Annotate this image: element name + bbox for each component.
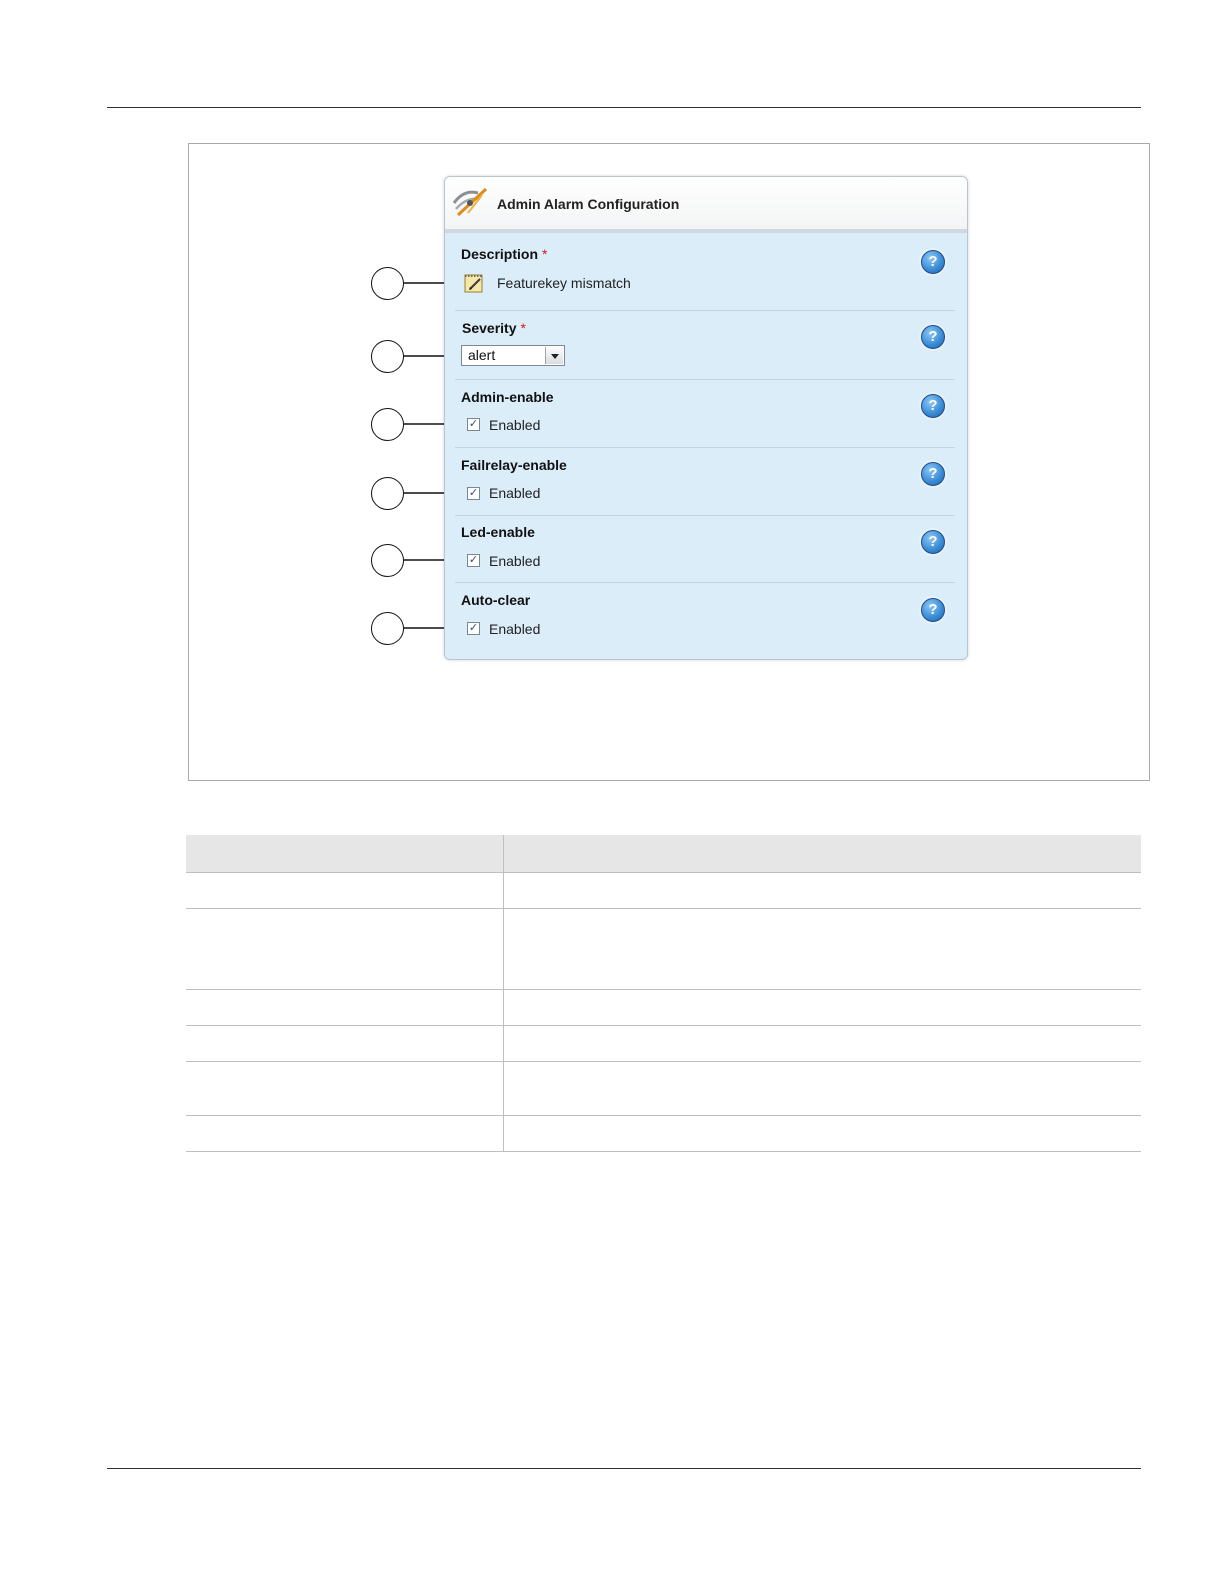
panel-title: Admin Alarm Configuration bbox=[497, 196, 680, 212]
table-header-cell bbox=[186, 835, 504, 873]
table-cell bbox=[504, 1026, 1142, 1062]
parameter-table bbox=[186, 835, 1141, 1152]
auto-clear-label: Auto-clear bbox=[461, 592, 531, 608]
description-label: Description * bbox=[461, 246, 548, 262]
failrelay-enable-label: Failrelay-enable bbox=[461, 457, 567, 473]
separator bbox=[455, 515, 955, 516]
admin-enable-help-icon[interactable]: ? bbox=[921, 394, 945, 418]
failrelay-enable-checkbox-label: Enabled bbox=[489, 485, 541, 501]
table-cell bbox=[504, 909, 1142, 990]
failrelay-enable-help-icon[interactable]: ? bbox=[921, 462, 945, 486]
table-cell bbox=[504, 990, 1142, 1026]
chevron-down-icon[interactable] bbox=[545, 347, 563, 364]
table-cell bbox=[186, 909, 504, 990]
table-row bbox=[186, 1026, 1141, 1062]
table-row bbox=[186, 909, 1141, 990]
table-row bbox=[186, 873, 1141, 909]
led-enable-checkbox-label: Enabled bbox=[489, 553, 541, 569]
footer-rule bbox=[107, 1468, 1141, 1469]
admin-alarm-panel bbox=[444, 176, 968, 660]
panel-header bbox=[445, 177, 967, 233]
table-header-row bbox=[186, 835, 1141, 873]
led-enable-label: Led-enable bbox=[461, 524, 535, 540]
table-cell bbox=[504, 1116, 1142, 1152]
auto-clear-checkbox-label: Enabled bbox=[489, 621, 541, 637]
led-enable-help-icon[interactable]: ? bbox=[921, 530, 945, 554]
severity-select[interactable] bbox=[461, 345, 565, 366]
admin-enable-checkbox[interactable]: ✓ bbox=[468, 418, 479, 430]
table-cell bbox=[186, 873, 504, 909]
table-cell bbox=[186, 1026, 504, 1062]
description-required-mark: * bbox=[542, 246, 548, 262]
table-row bbox=[186, 990, 1141, 1026]
auto-clear-help-icon[interactable]: ? bbox=[921, 598, 945, 622]
table-cell bbox=[504, 873, 1142, 909]
severity-selected-value: alert bbox=[468, 347, 496, 363]
severity-help-icon[interactable]: ? bbox=[921, 325, 945, 349]
table-cell bbox=[504, 1062, 1142, 1116]
admin-enable-label: Admin-enable bbox=[461, 389, 554, 405]
description-value: Featurekey mismatch bbox=[497, 275, 631, 291]
table-row bbox=[186, 1116, 1141, 1152]
table-cell bbox=[186, 1116, 504, 1152]
severity-required-mark: * bbox=[520, 320, 526, 336]
separator bbox=[455, 582, 955, 583]
separator bbox=[455, 310, 955, 311]
table-header-cell bbox=[504, 835, 1142, 873]
table-cell bbox=[186, 1062, 504, 1116]
edit-note-icon[interactable] bbox=[463, 272, 485, 294]
table-row bbox=[186, 1062, 1141, 1116]
table-cell bbox=[186, 990, 504, 1026]
alarm-logo-icon bbox=[450, 183, 490, 219]
auto-clear-checkbox[interactable]: ✓ bbox=[468, 622, 479, 634]
failrelay-enable-checkbox[interactable]: ✓ bbox=[468, 487, 479, 499]
severity-label: Severity * bbox=[462, 320, 526, 336]
admin-enable-checkbox-label: Enabled bbox=[489, 417, 541, 433]
separator bbox=[455, 379, 955, 380]
description-help-icon[interactable]: ? bbox=[921, 250, 945, 274]
led-enable-checkbox[interactable]: ✓ bbox=[468, 554, 479, 566]
separator bbox=[455, 447, 955, 448]
